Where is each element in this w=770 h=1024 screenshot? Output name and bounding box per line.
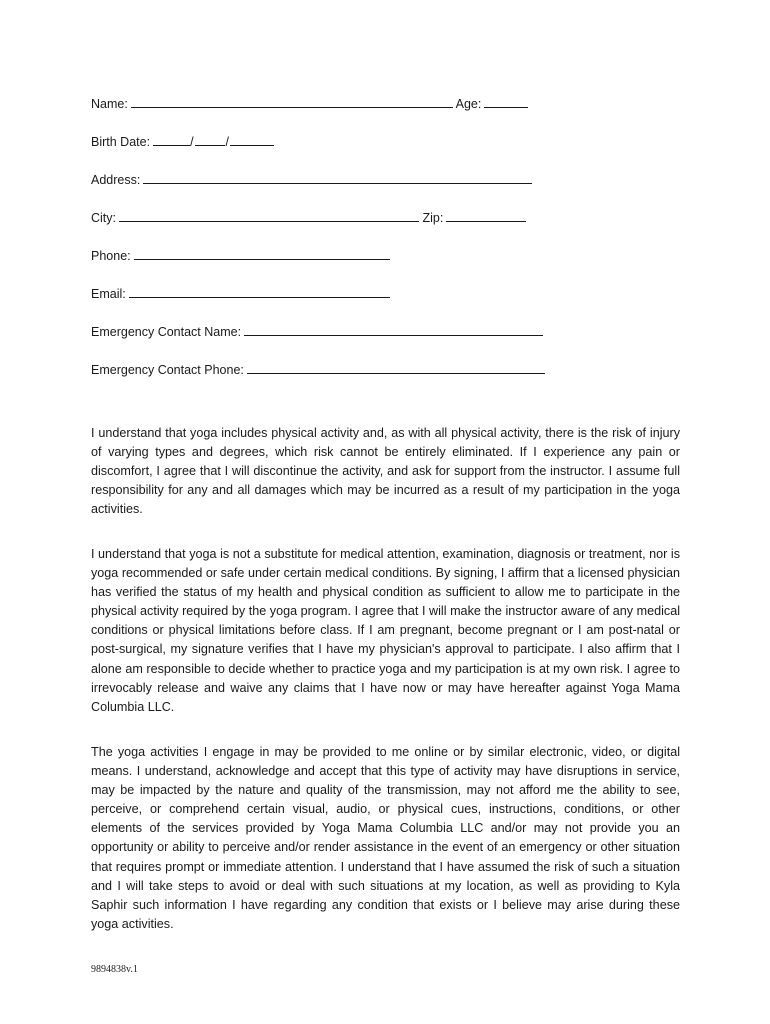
name-label: Name:	[91, 97, 128, 111]
phone-row	[91, 246, 390, 266]
emergency-phone-label: Emergency Contact Phone:	[91, 363, 244, 377]
birth-month-field[interactable]	[153, 132, 190, 146]
address-label: Address:	[91, 173, 141, 187]
date-separator: /	[225, 135, 230, 149]
email-label: Email:	[91, 287, 126, 301]
emergency-phone-field[interactable]	[247, 360, 545, 374]
city-field[interactable]	[119, 208, 419, 222]
online-activities-paragraph: The yoga activities I engage in may be provided to me online or by similar electronic, video, or digital means. I understand, acknowledge and accept that this type of activity may have disruptions in service, may be impacted by the nature and quality of the transmission, may not afford me the ability to see, perceive, or comprehend certain visual, audio, or physical cues, instructions, conditions, or other elements of the services provided by Yoga Mama Columbia LLC and/or may not provide you an opportunity or ability to perceive and/or render assistance in the event of an emergency or other situation that requires prompt or immediate attention. I understand that I have assumed the risk of such a situation and I will take steps to avoid or deal with such situations at my location, as well as providing to Kyla Saphir such information I have regarding any condition that exists or I believe may arise during these yoga activities.	[91, 745, 680, 931]
email-row	[91, 284, 390, 304]
date-separator: /	[190, 135, 194, 149]
address-field[interactable]	[143, 170, 532, 184]
emergency-name-row	[91, 322, 543, 342]
city-zip-row	[91, 208, 526, 228]
birth-date-row	[91, 132, 275, 152]
medical-paragraph: I understand that yoga is not a substitute for medical attention, examination, diagnosis or treatment, nor is yoga recommended or safe under certain medical conditions. By signing, I affirm that a licensed physician has verified the status of my health and physical condition as sufficient to allow me to participate in the physical activity required by the yoga program. I agree that I will make the instructor aware of any medical conditions or physical limitations before class. If I am pregnant, become pregnant or I am post-natal or post-surgical, my signature verifies that I have my physician's approval to participate. I also affirm that I alone am responsible to decide whether to practice yoga and my participation is at my own risk. I agree to irrevocably release and waive any claims that I have now or may have hereafter against Yoga Mama Columbia LLC.	[91, 547, 680, 714]
birth-date-label: Birth Date:	[91, 135, 151, 149]
birth-year-field[interactable]	[230, 132, 274, 146]
emergency-phone-row	[91, 360, 545, 380]
name-age-row	[91, 94, 528, 114]
birth-day-field[interactable]	[195, 132, 225, 146]
address-row	[91, 170, 532, 190]
document-id: 9894838v.1	[91, 964, 138, 975]
age-label: Age:	[455, 97, 482, 111]
phone-label: Phone:	[91, 249, 131, 263]
phone-field[interactable]	[134, 246, 390, 260]
zip-label: Zip:	[422, 211, 444, 225]
emergency-name-label: Emergency Contact Name:	[91, 325, 242, 339]
age-field[interactable]	[484, 94, 528, 108]
email-field[interactable]	[129, 284, 390, 298]
zip-field[interactable]	[446, 208, 526, 222]
name-field[interactable]	[131, 94, 453, 108]
emergency-name-field[interactable]	[244, 322, 543, 336]
city-label: City:	[91, 211, 116, 225]
risk-paragraph: I understand that yoga includes physical activity and, as with all physical activity, there is the risk of injury of varying types and degrees, which risk cannot be entirely eliminated. If I experience any pain or discomfort, I agree that I will discontinue the activity, and ask for support from the instructor. I assume full responsibility for any and all damages which may be incurred as a result of my participation in the yoga activities.	[91, 426, 680, 517]
